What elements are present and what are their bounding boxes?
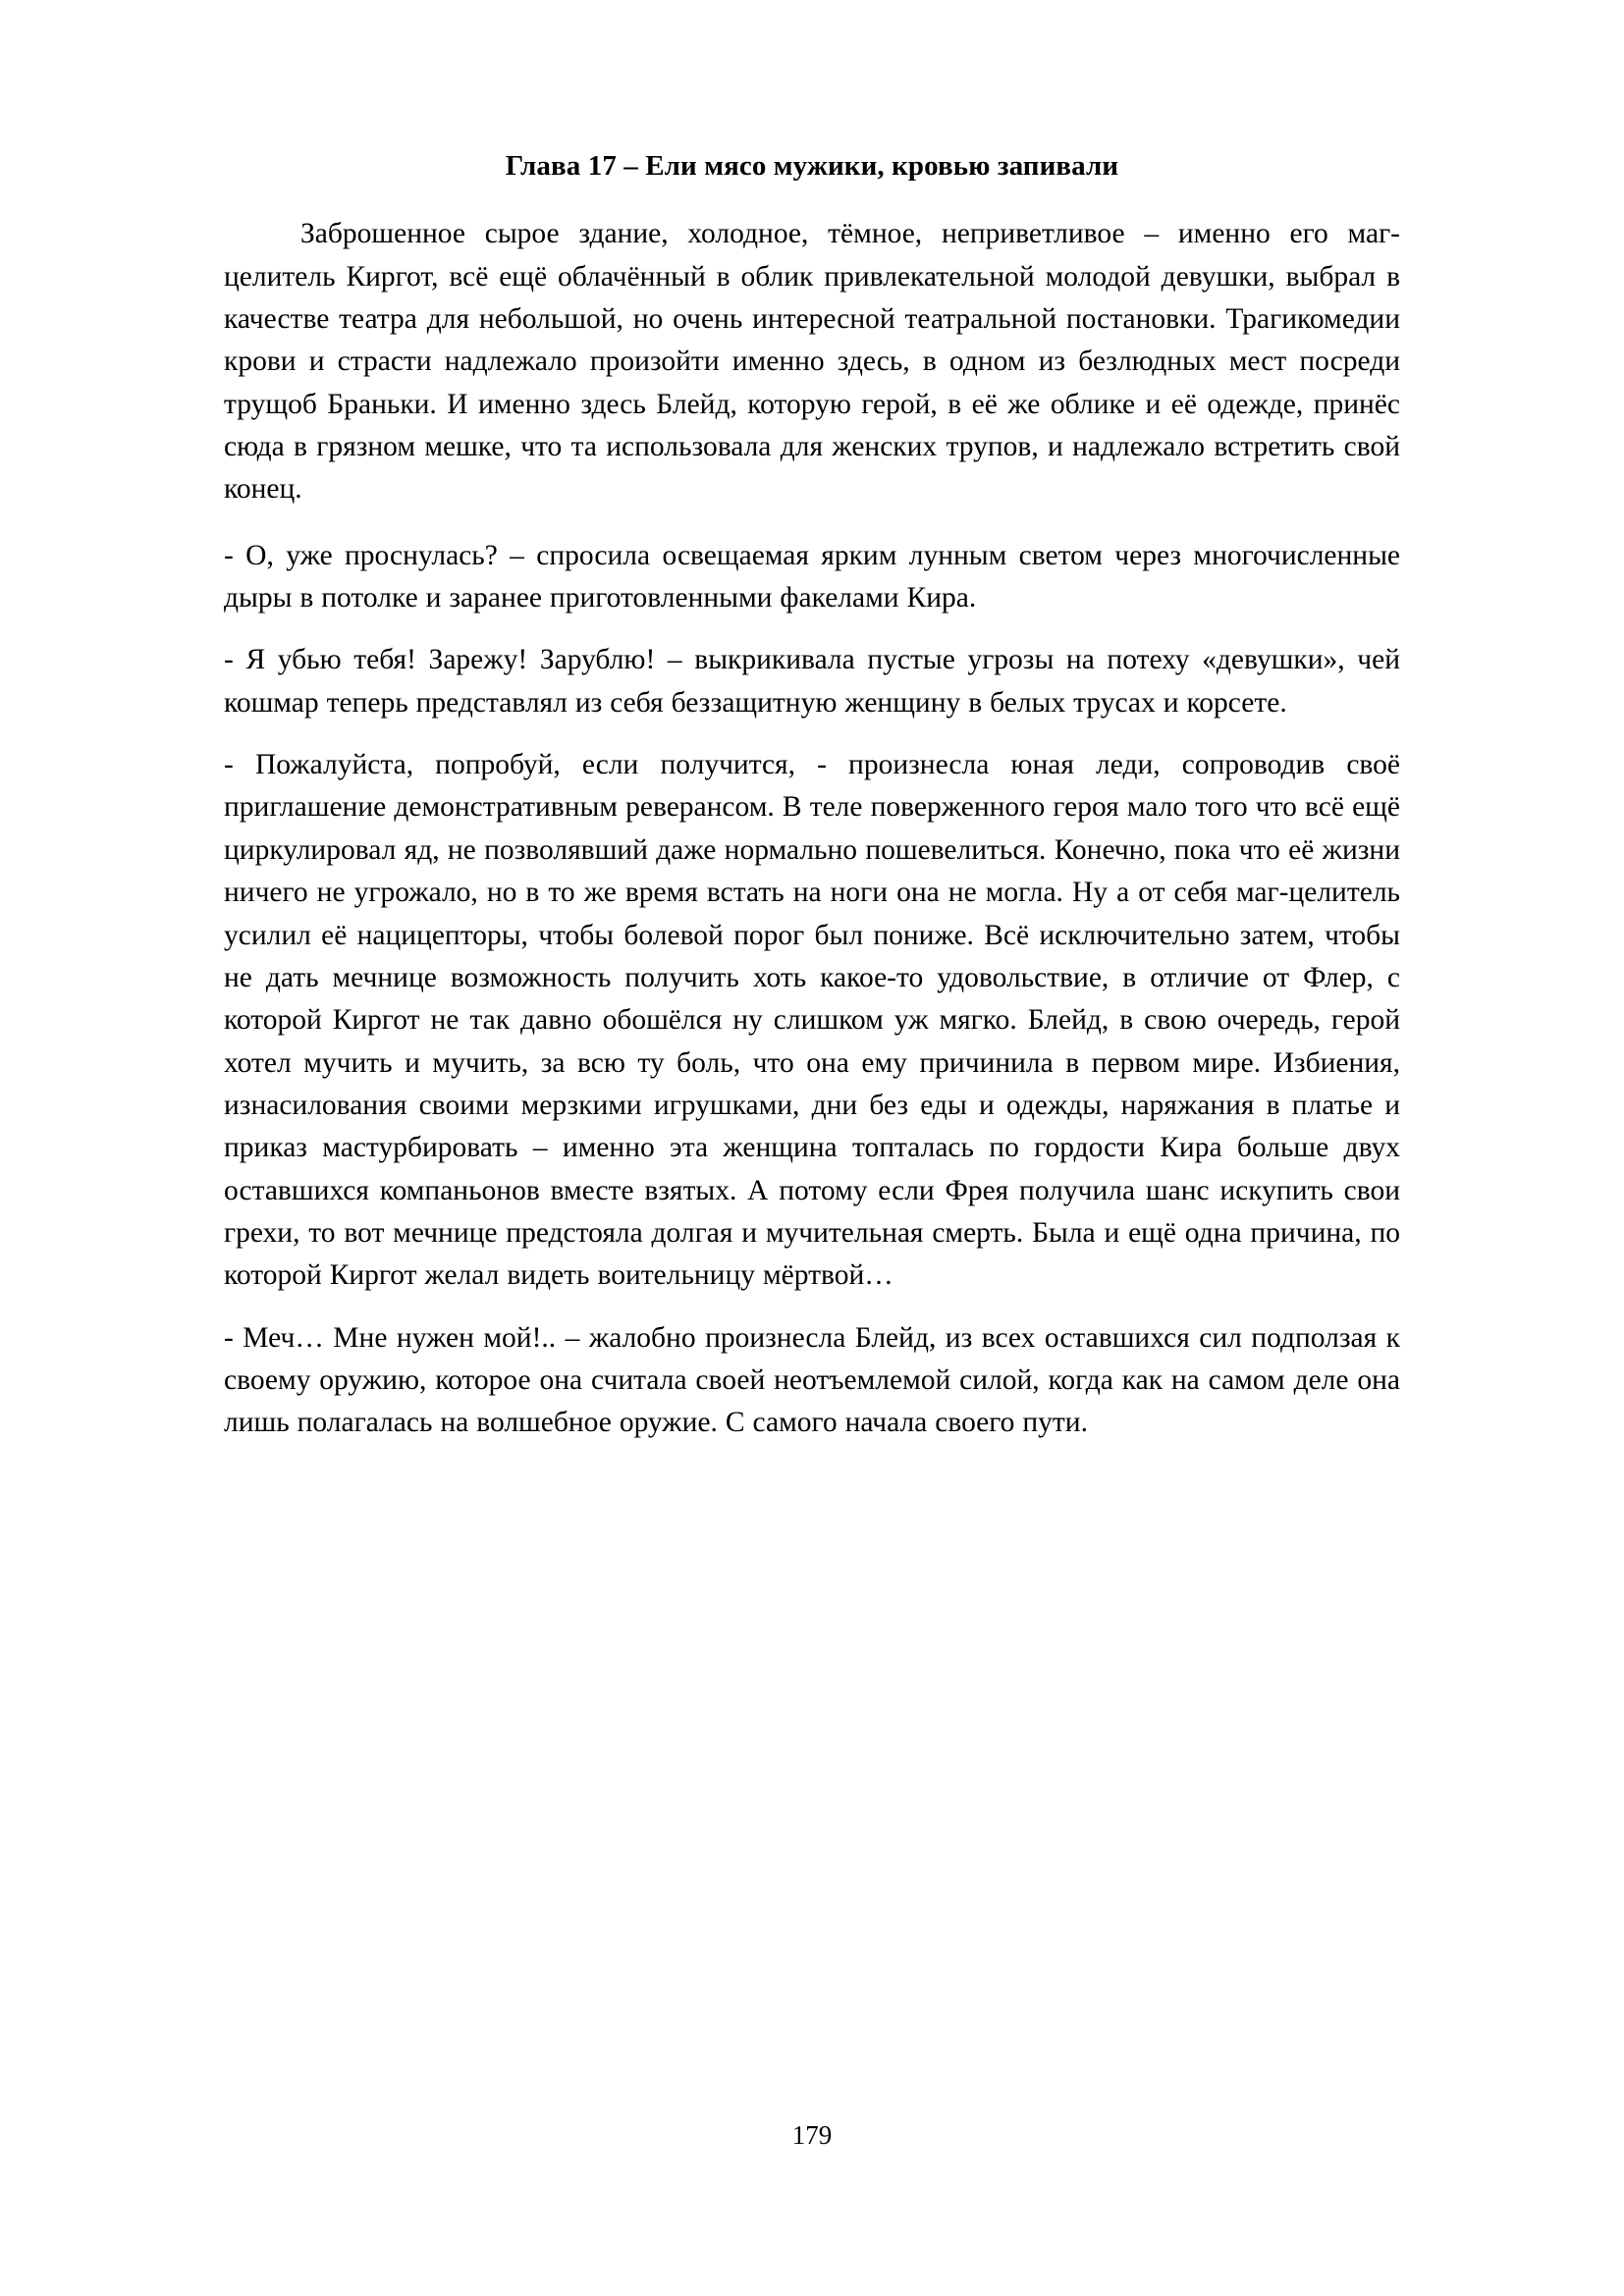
- paragraph: - Меч… Мне нужен мой!.. – жалобно произнесла Блейд, из всех оставшихся сил подползая к своему оружию, которое она считала своей неотъемлемой силой, когда как на самом деле она лишь полагалась на волшебное оружие. С самого начала своего пути.: [224, 1321, 1400, 1439]
- paragraph: - О, уже проснулась? – спросила освещаемая ярким лунным светом через многочисленные дыры в потолке и заранее приготовленными факелами Кира.: [224, 539, 1400, 614]
- page-content: [224, 147, 1400, 1465]
- paragraph: Заброшенное сырое здание, холодное, тёмное, неприветливое – именно его маг-целитель Киргот, всё ещё облачённый в облик привлекательной молодой девушки, выбрал в качестве театра для небольшой, но очень интересной театральной постановки. Трагикомедии крови и страсти надлежало произойти именно здесь, в одном из безлюдных мест посреди трущоб Браньки. И именно здесь Блейд, которую герой, в её же облике и её одежде, принёс сюда в грязном мешке, что та использовала для женских трупов, и надлежало встретить свой конец.: [224, 218, 1400, 506]
- paragraph: - Пожалуйста, попробуй, если получится, - произнесла юная леди, сопроводив своё приглашение демонстративным реверансом. В теле поверженного героя мало того что всё ещё циркулировал яд, не позволявший даже нормально пошевелиться. Конечно, пока что её жизни ничего не угрожало, но в то же время встать на ноги она не могла. Ну а от себя маг-целитель усилил её нацицепторы, чтобы болевой порог был пониже. Всё исключительно затем, чтобы не дать мечнице возможность получить хоть какое-то удовольствие, в отличие от Флер, с которой Киргот не так давно обошёлся ну слишком уж мягко. Блейд, в свою очередь, герой хотел мучить и мучить, за всю ту боль, что она ему причинила в первом мире. Избиения, изнасилования своими мерзкими игрушками, дни без еды и одежды, наряжания в платье и приказ мастурбировать – именно эта женщина топталась по гордости Кира больше двух оставшихся компаньонов вместе взятых. А потому если Фрея получила шанс искупить свои грехи, то вот мечнице предстояла долгая и мучительная смерть. Была и ещё одна причина, по которой Киргот желал видеть воительницу мёртвой…: [224, 749, 1400, 1292]
- paragraph: - Я убью тебя! Зарежу! Зарублю! – выкрикивала пустые угрозы на потеху «девушки», чей кошмар теперь представлял из себя беззащитную женщину в белых трусах и корсете.: [224, 644, 1400, 719]
- page-number: 179: [791, 2120, 833, 2150]
- chapter-title: Глава 17 – Ели мясо мужики, кровью запивали: [505, 150, 1119, 182]
